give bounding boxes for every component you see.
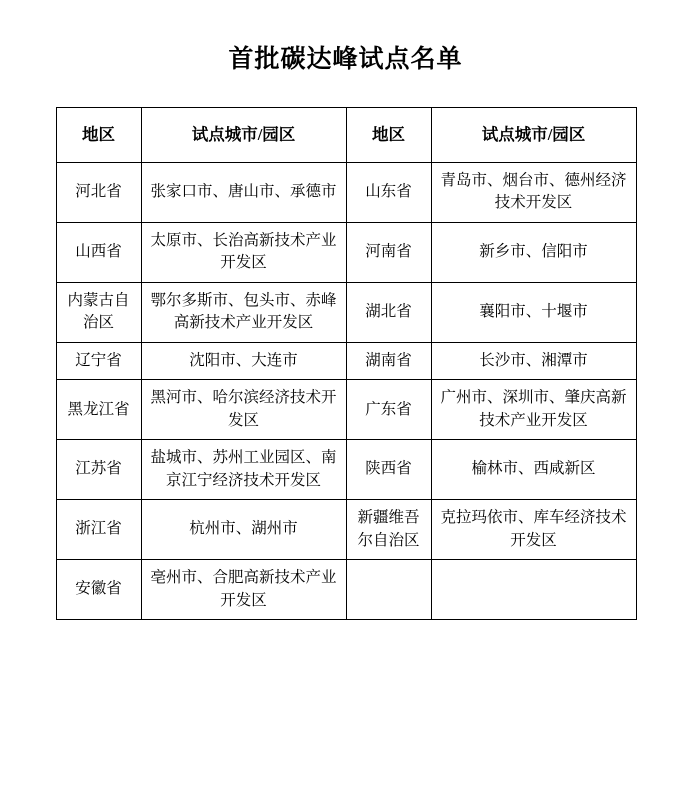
cell-region-right: 山东省 [346,163,431,223]
cell-cities-left: 盐城市、苏州工业园区、南京江宁经济技术开发区 [141,440,346,500]
column-header-region-left: 地区 [56,108,141,163]
cell-region-right: 新疆维吾尔自治区 [346,500,431,560]
table-row [56,342,636,379]
cell-region-left: 河北省 [56,163,141,223]
cell-region-right: 陕西省 [346,440,431,500]
cell-cities-left: 太原市、长治高新技术产业开发区 [141,222,346,282]
pilot-list-table [56,107,637,620]
cell-region-right: 湖北省 [346,282,431,342]
cell-cities-right: 襄阳市、十堰市 [431,282,636,342]
cell-cities-left: 亳州市、合肥高新技术产业开发区 [141,560,346,620]
cell-cities-right: 青岛市、烟台市、德州经济技术开发区 [431,163,636,223]
cell-region-left: 山西省 [56,222,141,282]
cell-region-right-empty [346,560,431,620]
table-row [56,380,636,440]
column-header-cities-right: 试点城市/园区 [431,108,636,163]
cell-cities-right: 广州市、深圳市、肇庆高新技术产业开发区 [431,380,636,440]
column-header-region-right: 地区 [346,108,431,163]
cell-region-right: 广东省 [346,380,431,440]
cell-cities-right: 长沙市、湘潭市 [431,342,636,379]
column-header-cities-left: 试点城市/园区 [141,108,346,163]
cell-cities-left: 鄂尔多斯市、包头市、赤峰高新技术产业开发区 [141,282,346,342]
table-header-row [56,108,636,163]
cell-region-left: 辽宁省 [56,342,141,379]
table-row [56,500,636,560]
cell-cities-right: 榆林市、西咸新区 [431,440,636,500]
cell-cities-left: 黑河市、哈尔滨经济技术开发区 [141,380,346,440]
cell-region-left: 黑龙江省 [56,380,141,440]
table-row [56,282,636,342]
cell-region-left: 安徽省 [56,560,141,620]
table-container [56,75,636,620]
cell-region-right: 湖南省 [346,342,431,379]
table-row [56,560,636,620]
table-row [56,163,636,223]
cell-cities-left: 杭州市、湖州市 [141,500,346,560]
table-row [56,440,636,500]
page-title: 首批碳达峰试点名单 [228,46,463,73]
cell-cities-right: 新乡市、信阳市 [431,222,636,282]
cell-region-left: 浙江省 [56,500,141,560]
cell-cities-left: 张家口市、唐山市、承德市 [141,163,346,223]
table-row [56,222,636,282]
cell-region-left: 内蒙古自治区 [56,282,141,342]
cell-cities-right: 克拉玛依市、库车经济技术开发区 [431,500,636,560]
cell-cities-right-empty [431,560,636,620]
table-head [56,108,636,163]
cell-cities-left: 沈阳市、大连市 [141,342,346,379]
table-body [56,163,636,620]
cell-region-right: 河南省 [346,222,431,282]
cell-region-left: 江苏省 [56,440,141,500]
